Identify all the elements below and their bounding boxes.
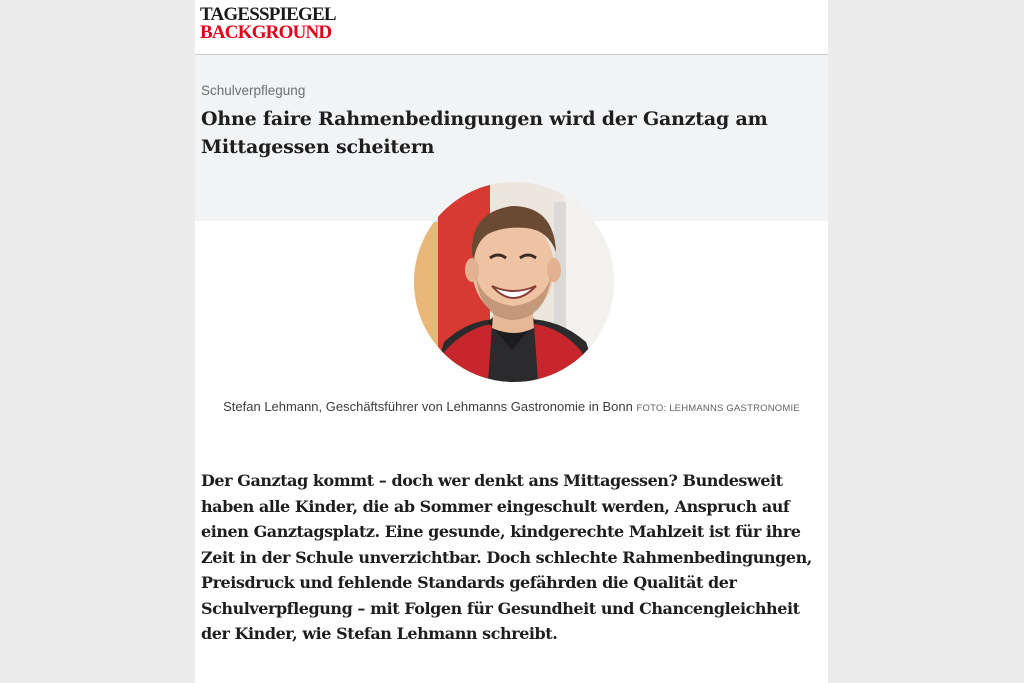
article-page xyxy=(195,0,828,683)
logo-wordmark-top: TAGESSPIEGEL xyxy=(200,4,336,25)
photo-credit: FOTO: LEHMANNS GASTRONOMIE xyxy=(636,403,800,414)
logo-wordmark-bottom: BACKGROUND xyxy=(200,22,332,43)
bottom-fade xyxy=(195,665,828,683)
caption-text: Stefan Lehmann, Geschäftsführer von Lehmanns Gastronomie in Bonn xyxy=(223,399,633,414)
image-caption xyxy=(195,398,828,418)
article-headline: Ohne faire Rahmenbedingungen wird der Ganztag am Mittagessen scheitern xyxy=(201,108,768,158)
masthead xyxy=(195,0,828,55)
portrait-illustration xyxy=(414,182,614,382)
article-kicker: Schulverpflegung xyxy=(201,83,306,98)
tagesspiegel-background-logo[interactable] xyxy=(200,6,336,42)
article-lead: Der Ganztag kommt – doch wer denkt ans Mittagessen? Bundesweit haben alle Kinder, die ab Sommer eingeschult werden, Anspruch auf einen Ganztagsplatz. Eine gesunde, kindgerechte Mahlzeit ist für ihre Zeit in der Schule unverzichtbar. Doch schlechte Rahmenbedingungen, Preisdruck und fehlende Standards gefährden die Qualität der Schulverpflegung – mit Folgen für Gesundheit und Chancengleichheit der Kinder, wie Stefan Lehmann schreibt. xyxy=(201,471,812,643)
author-portrait-image xyxy=(414,182,614,382)
